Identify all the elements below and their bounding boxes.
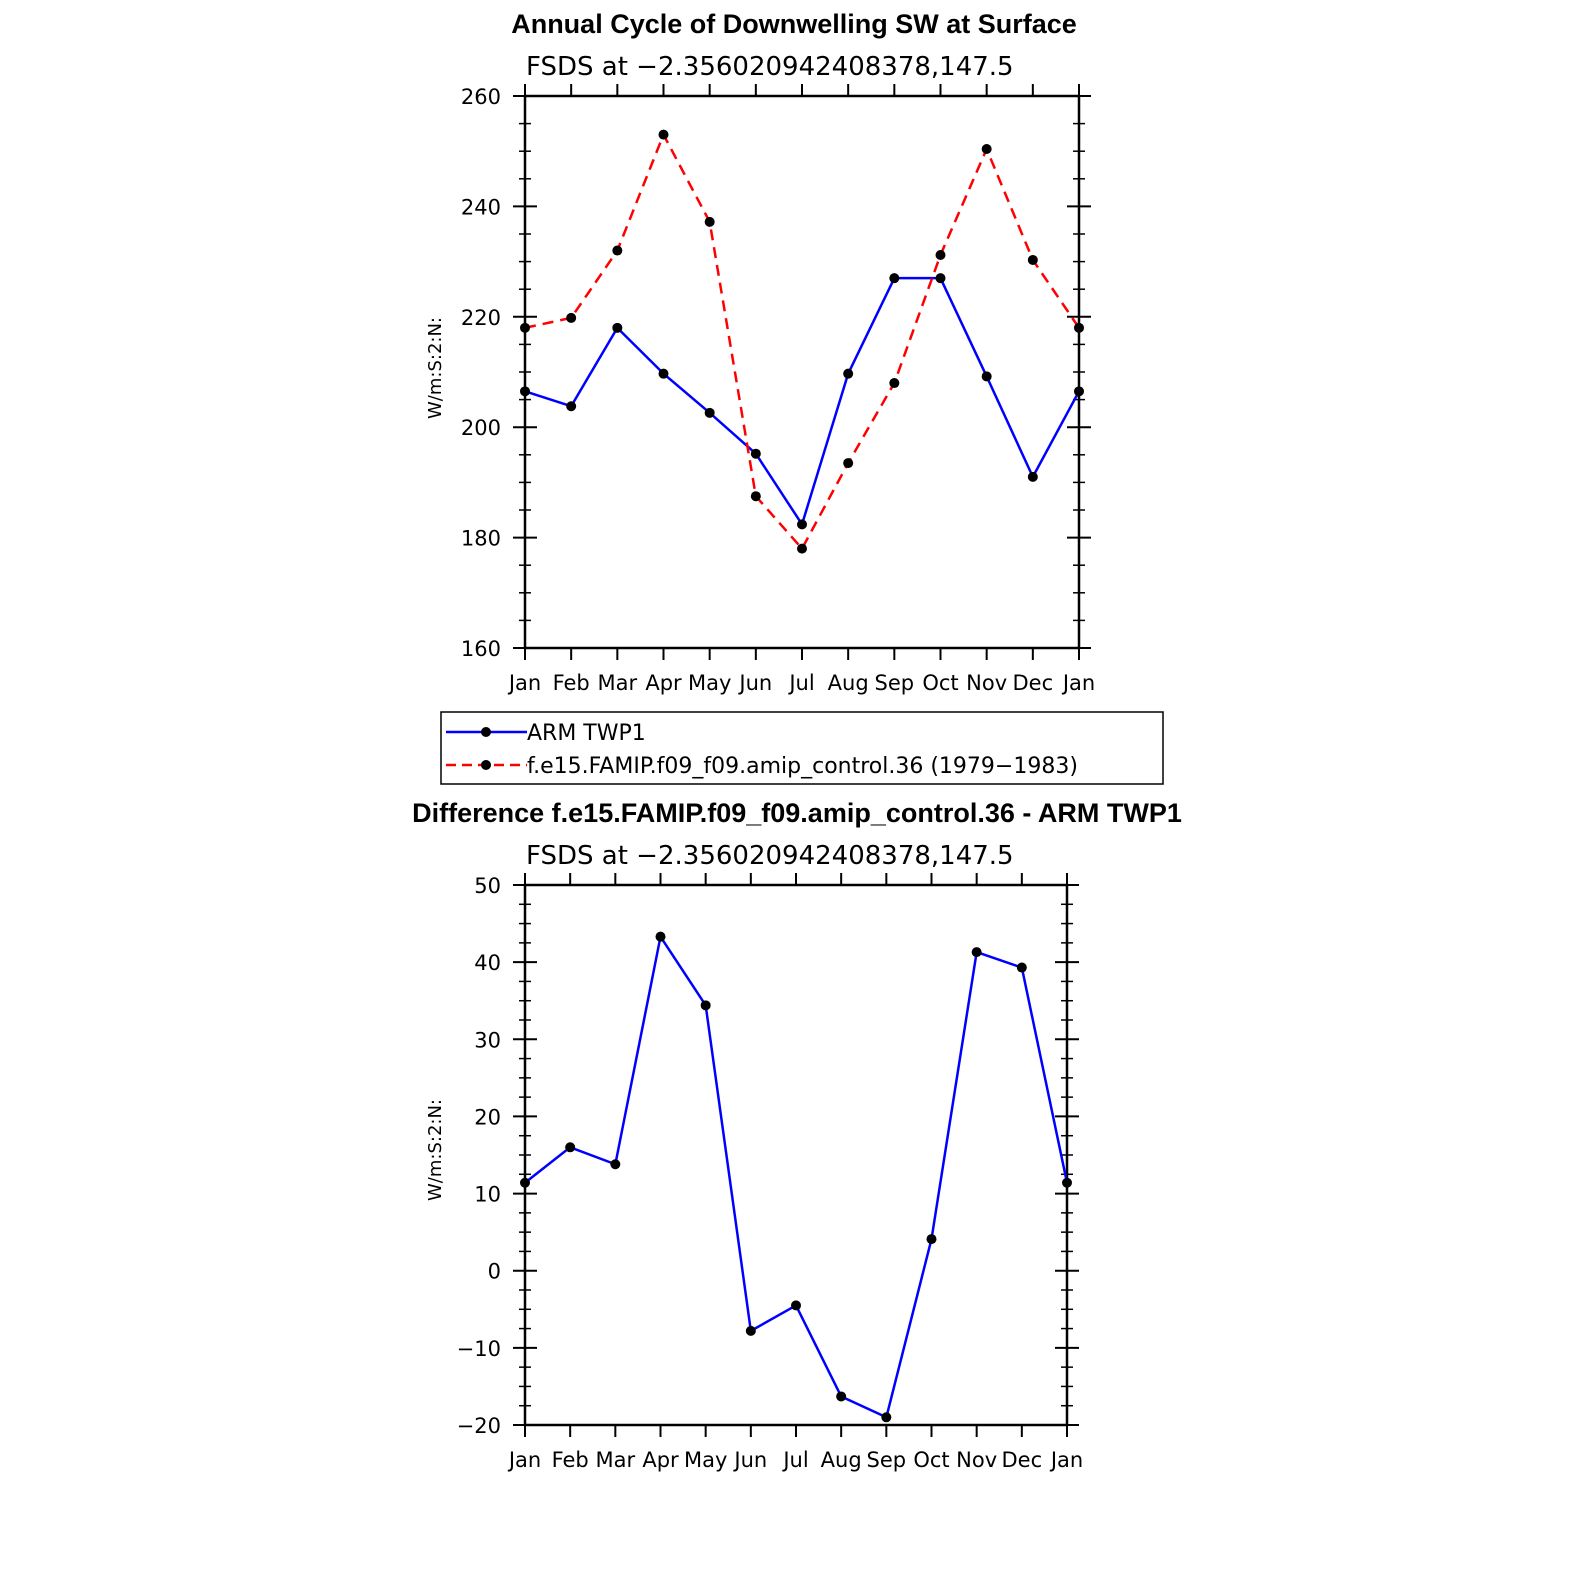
- y-tick-label: 20: [474, 1105, 501, 1130]
- data-point: [612, 323, 622, 333]
- data-point: [889, 273, 899, 283]
- data-point: [1074, 323, 1084, 333]
- data-point: [656, 932, 666, 942]
- x-tick-label: Jan: [1062, 671, 1096, 695]
- data-point: [1074, 386, 1084, 396]
- x-tick-label: Jan: [508, 1448, 542, 1472]
- data-point: [927, 1234, 937, 1244]
- y-tick-label: −20: [456, 1414, 501, 1438]
- x-tick-label: Jan: [1050, 1448, 1084, 1472]
- y-tick-label: 160: [460, 637, 501, 661]
- x-tick-label: Oct: [922, 671, 959, 695]
- data-point: [751, 491, 761, 501]
- data-point: [797, 544, 807, 554]
- x-tick-label: Nov: [966, 671, 1008, 695]
- data-point: [889, 378, 899, 388]
- x-tick-label: Apr: [645, 671, 682, 695]
- chart-title: Difference f.e15.FAMIP.f09_f09.amip_control.36 - ARM TWP1: [412, 798, 1182, 828]
- y-tick-label: 180: [460, 526, 501, 551]
- data-point: [1017, 963, 1027, 973]
- chart-subtitle: FSDS at −2.356020942408378,147.5: [526, 841, 1014, 871]
- x-tick-label: Nov: [956, 1448, 998, 1472]
- y-tick-label: 240: [460, 195, 501, 220]
- data-point: [936, 273, 946, 283]
- x-tick-label: Mar: [597, 671, 638, 695]
- data-point: [746, 1326, 756, 1336]
- x-tick-label: Jun: [739, 671, 773, 695]
- x-tick-label: Aug: [827, 671, 869, 695]
- legend-label: ARM TWP1: [527, 721, 646, 746]
- data-point: [612, 246, 622, 256]
- legend-label: f.e15.FAMIP.f09_f09.amip_control.36 (1979−1983): [527, 754, 1078, 779]
- data-point: [843, 369, 853, 379]
- data-point: [936, 250, 946, 260]
- data-point: [791, 1300, 801, 1310]
- data-point: [1028, 472, 1038, 482]
- data-point: [982, 144, 992, 154]
- legend: [441, 712, 1163, 784]
- data-point: [881, 1412, 891, 1422]
- data-point: [520, 1178, 530, 1188]
- data-point: [566, 313, 576, 323]
- x-tick-label: Dec: [1012, 671, 1054, 695]
- x-tick-label: Jan: [508, 671, 542, 695]
- plot-area: [457, 873, 1084, 1472]
- data-point: [705, 217, 715, 227]
- x-tick-label: Jul: [789, 671, 815, 695]
- y-tick-label: 260: [460, 85, 501, 109]
- y-axis-label: W/m:S:2:N:: [425, 1099, 446, 1201]
- data-point: [520, 323, 530, 333]
- x-tick-label: Mar: [595, 1448, 636, 1472]
- data-point: [982, 371, 992, 381]
- annual-cycle-panel: [425, 9, 1163, 784]
- plot-frame: [525, 885, 1067, 1425]
- x-tick-label: Sep: [874, 671, 915, 695]
- plot-frame: [525, 96, 1079, 648]
- data-point: [610, 1159, 620, 1169]
- x-tick-label: Jun: [734, 1448, 768, 1472]
- y-tick-label: 40: [474, 951, 501, 976]
- data-point: [1062, 1178, 1072, 1188]
- data-point: [972, 947, 982, 957]
- data-point: [705, 408, 715, 418]
- x-tick-label: Dec: [1001, 1448, 1043, 1472]
- series-line-1: [525, 937, 1067, 1418]
- x-tick-label: Jul: [783, 1448, 809, 1472]
- chart-subtitle: FSDS at −2.356020942408378,147.5: [526, 52, 1014, 82]
- data-point: [520, 386, 530, 396]
- y-tick-label: 0: [487, 1259, 501, 1284]
- x-tick-label: Sep: [866, 1448, 907, 1472]
- x-tick-label: May: [683, 1448, 728, 1472]
- chart-title: Annual Cycle of Downwelling SW at Surface: [511, 9, 1077, 39]
- y-tick-label: 30: [474, 1028, 501, 1053]
- series-line-1: [525, 278, 1079, 524]
- y-tick-label: 50: [474, 874, 501, 898]
- x-tick-label: Apr: [642, 1448, 679, 1472]
- data-point: [797, 519, 807, 529]
- x-tick-label: Feb: [552, 671, 590, 695]
- y-tick-label: 220: [460, 305, 501, 330]
- data-point: [566, 401, 576, 411]
- data-point: [659, 369, 669, 379]
- data-point: [659, 130, 669, 140]
- data-point: [701, 1000, 711, 1010]
- legend-swatch-marker: [481, 760, 491, 770]
- legend-swatch-marker: [481, 727, 491, 737]
- y-tick-label: 10: [474, 1182, 501, 1207]
- data-point: [751, 449, 761, 459]
- y-tick-label: 200: [460, 416, 501, 441]
- x-tick-label: Oct: [913, 1448, 950, 1472]
- y-axis-label: W/m:S:2:N:: [425, 317, 446, 419]
- x-tick-label: Feb: [551, 1448, 589, 1472]
- x-tick-label: May: [687, 671, 732, 695]
- difference-panel: [412, 798, 1182, 1472]
- data-point: [843, 458, 853, 468]
- x-tick-label: Aug: [820, 1448, 862, 1472]
- y-tick-label: −10: [456, 1336, 501, 1361]
- data-point: [1028, 255, 1038, 265]
- data-point: [836, 1391, 846, 1401]
- legend-entry-model: [446, 754, 1078, 779]
- plot-area: [461, 84, 1095, 695]
- data-point: [565, 1142, 575, 1152]
